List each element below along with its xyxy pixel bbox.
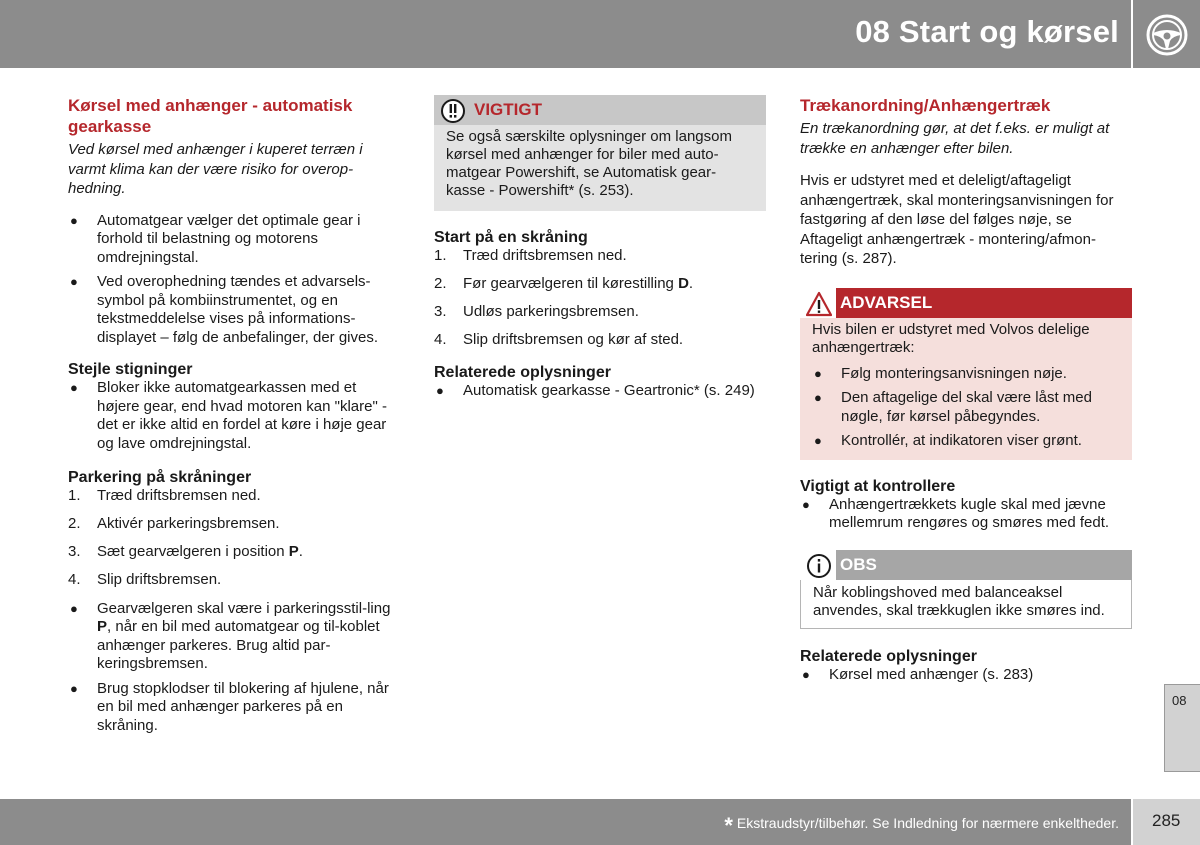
bullet-list	[68, 600, 398, 736]
subheading: Start på en skråning	[434, 229, 588, 246]
list-item: 1. Træd driftsbremsen ned.	[68, 487, 261, 504]
list-item: ● Gearvælgeren skal være i parkeringsstil-ling P, når en bil med automatgear og til-koblet anhænger parkeres. Brug altid par-keringsbremsen.	[70, 599, 391, 672]
subheading: Relaterede oplysninger	[800, 647, 977, 665]
subheading: Relaterede oplysninger	[434, 363, 611, 381]
list-item: ● Kontrollér, at indikatoren viser grønt.	[814, 432, 1082, 449]
chapter-title: 08 Start og kørsel	[855, 14, 1119, 49]
page-number-box	[1131, 799, 1200, 845]
important-box-header	[434, 95, 766, 125]
warning-box-header	[800, 288, 1132, 318]
warning-box-title: ADVARSEL	[840, 292, 933, 312]
chapter-tab-label: 08	[1172, 693, 1187, 708]
bullet-icon: ●	[70, 274, 78, 289]
section-body: Hvis er udstyret med et deleligt/aftageligt anhængertræk, skal monteringsanvisningen for fastgøring af den løse del følges nøje, se Aftageligt anhængertræk - montering/afmon-tering (s. 287).	[800, 172, 1114, 267]
important-box-title: VIGTIGT	[474, 100, 542, 119]
list-item: ● Den aftagelige del skal være låst med nøgle, før kørsel påbegyndes.	[814, 389, 1092, 425]
bullet-icon: ●	[814, 365, 822, 381]
related-list	[434, 382, 766, 401]
numbered-list	[68, 487, 398, 590]
bullet-list	[68, 379, 398, 453]
asterisk-icon: *	[724, 813, 733, 838]
bullet-icon: ●	[70, 380, 78, 395]
section-intro: Ved kørsel med anhænger i kuperet terræn i varmt klima kan der være risiko for overop-hedning.	[68, 141, 363, 197]
warning-box-body	[800, 318, 1132, 460]
footnote: * Ekstraudstyr/tilbehør. Se Indledning for nærmere enkeltheder.	[724, 813, 1119, 838]
warning-box-text: Hvis bilen er udstyret med Volvos delelige anhængertræk:	[812, 320, 1090, 356]
list-item: 4. Slip driftsbremsen og kør af sted.	[434, 331, 684, 348]
list-item: 2. Før gearvælgeren til kørestilling D.	[434, 275, 694, 292]
bullet-icon: ●	[802, 496, 810, 512]
page-footer	[0, 799, 1131, 845]
warning-box	[800, 288, 1132, 460]
related-link[interactable]: ● Automatisk gearkasse - Geartronic* (s. 249)	[436, 381, 755, 399]
chapter-icon-box	[1131, 0, 1200, 68]
bullet-icon: ●	[436, 382, 444, 398]
important-box-text: Se også særskilte oplysninger om langsom kørsel med anhænger for biler med auto-matgear Powershift, se Automatisk gear-kasse - Powershift* (s. 253).	[446, 128, 732, 199]
note-box	[800, 550, 1132, 629]
subheading: Stejle stigninger	[68, 361, 193, 378]
page-number: 285	[1152, 811, 1181, 830]
list-item: ● Automatgear vælger det optimale gear i forhold til belastning og motorens omdrejningstal.	[70, 211, 361, 266]
bullet-list	[68, 212, 398, 348]
related-list	[800, 666, 1132, 685]
steering-wheel-icon	[1146, 14, 1188, 56]
list-item: ● Brug stopklodser til blokering af hjulene, når en bil med anhænger parkeres på en skråning.	[70, 679, 389, 734]
numbered-list	[434, 247, 766, 350]
list-item: 1. Træd driftsbremsen ned.	[434, 247, 627, 264]
bullet-icon: ●	[814, 390, 822, 405]
list-item: 2. Aktivér parkeringsbremsen.	[68, 515, 280, 532]
page-header	[0, 0, 1131, 68]
column-left	[68, 95, 398, 735]
bullet-icon: ●	[70, 212, 78, 228]
section-title: Trækanordning/Anhængertræk	[800, 96, 1051, 115]
list-item: 3. Sæt gearvælgeren i position P.	[68, 543, 303, 560]
info-circle-icon	[806, 553, 832, 579]
bullet-list	[812, 365, 1120, 451]
list-item: ● Anhængertrækkets kugle skal med jævne mellemrum rengøres og smøres med fedt.	[802, 495, 1110, 531]
note-box-title: OBS	[840, 554, 877, 574]
bullet-icon: ●	[814, 433, 822, 448]
list-item: ● Bloker ikke automatgearkassen med et højere gear, end hvad motoren kan "klare" - det er ikke altid en fordel at køre i høje gear og lave omdrejningstal.	[70, 379, 387, 452]
bullet-icon: ●	[70, 680, 78, 696]
subheading: Parkering på skråninger	[68, 469, 252, 486]
important-box	[434, 95, 766, 211]
list-item: 3. Udløs parkeringsbremsen.	[434, 303, 639, 320]
section-intro: En trækanordning gør, at det f.eks. er muligt at trække en anhænger efter bilen.	[800, 120, 1110, 157]
section-title: Kørsel med anhænger - automatisk gearkasse	[68, 96, 353, 136]
warning-triangle-icon	[806, 291, 832, 317]
list-item: ● Følg monteringsanvisningen nøje.	[814, 364, 1067, 382]
note-box-header	[800, 550, 1132, 580]
bullet-icon: ●	[802, 666, 810, 682]
exclamation-circle-icon	[440, 98, 466, 124]
bullet-icon: ●	[70, 600, 78, 616]
list-item: ● Ved overophedning tændes et advarsels-symbol på kombiinstrumentet, og en tekstmeddelelse vises på informations-displayet – følg de anbefalinger, der gives.	[70, 273, 379, 346]
note-box-text: Når koblingshoved med balanceaksel anvendes, skal trækkuglen ikke smøres ind.	[813, 583, 1105, 619]
subheading: Vigtigt at kontrollere	[800, 477, 956, 495]
bullet-list	[800, 496, 1132, 533]
chapter-tab[interactable]	[1164, 684, 1200, 772]
column-right	[800, 95, 1132, 684]
related-link[interactable]: ● Kørsel med anhænger (s. 283)	[802, 665, 1034, 683]
list-item: 4. Slip driftsbremsen.	[68, 571, 222, 588]
column-middle	[434, 95, 766, 400]
